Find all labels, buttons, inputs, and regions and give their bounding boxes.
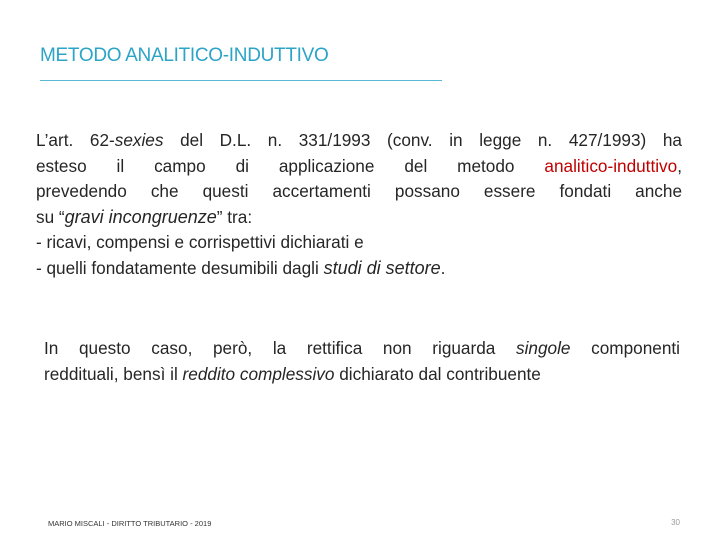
text-segment: ,: [677, 155, 682, 176]
list-item: [36, 256, 682, 282]
paragraph-line: [36, 128, 682, 154]
text-segment: dichiarato dal contribuente: [334, 364, 541, 384]
paragraph-main: [36, 128, 682, 281]
text-segment: componenti: [570, 338, 680, 358]
text-segment: .: [440, 257, 446, 278]
highlighted-term: analitico-induttivo: [544, 155, 678, 176]
page-number: 30: [671, 518, 680, 527]
paragraph-line: [44, 335, 680, 361]
italic-term: studi di settore: [323, 257, 441, 278]
italic-term: singole: [516, 338, 571, 358]
footer-author: MARIO MISCALI - DIRITTO TRIBUTARIO - 2019: [48, 519, 212, 528]
paragraph-line: [36, 154, 682, 180]
list-item: - ricavi, compensi e corrispettivi dichiarati e: [36, 232, 364, 252]
text-segment: su “: [36, 206, 65, 227]
text-segment: reddituali, bensì il: [44, 364, 183, 384]
italic-term: sexies: [114, 130, 164, 150]
paragraph-line: [36, 205, 682, 231]
text-segment: esteso il campo di applicazione del metodo: [36, 155, 545, 176]
paragraph-secondary: [44, 335, 680, 387]
italic-term: gravi incongruenze: [64, 206, 217, 227]
text-segment: In questo caso, però, la rettifica non riguarda: [44, 338, 516, 358]
text-segment: ” tra:: [216, 206, 253, 227]
slide-title: METODO ANALITICO-INDUTTIVO: [40, 45, 329, 66]
italic-term: reddito complessivo: [182, 364, 335, 384]
paragraph-line: prevedendo che questi accertamenti possano essere fondati anche: [36, 181, 682, 201]
title-underline: [40, 80, 442, 81]
text-segment: L’art. 62-: [36, 130, 115, 150]
text-segment: del D.L. n. 331/1993 (conv. in legge n. 427/1993) ha: [163, 130, 682, 150]
text-segment: - quelli fondatamente desumibili dagli: [36, 257, 324, 278]
paragraph-line: [44, 361, 680, 387]
